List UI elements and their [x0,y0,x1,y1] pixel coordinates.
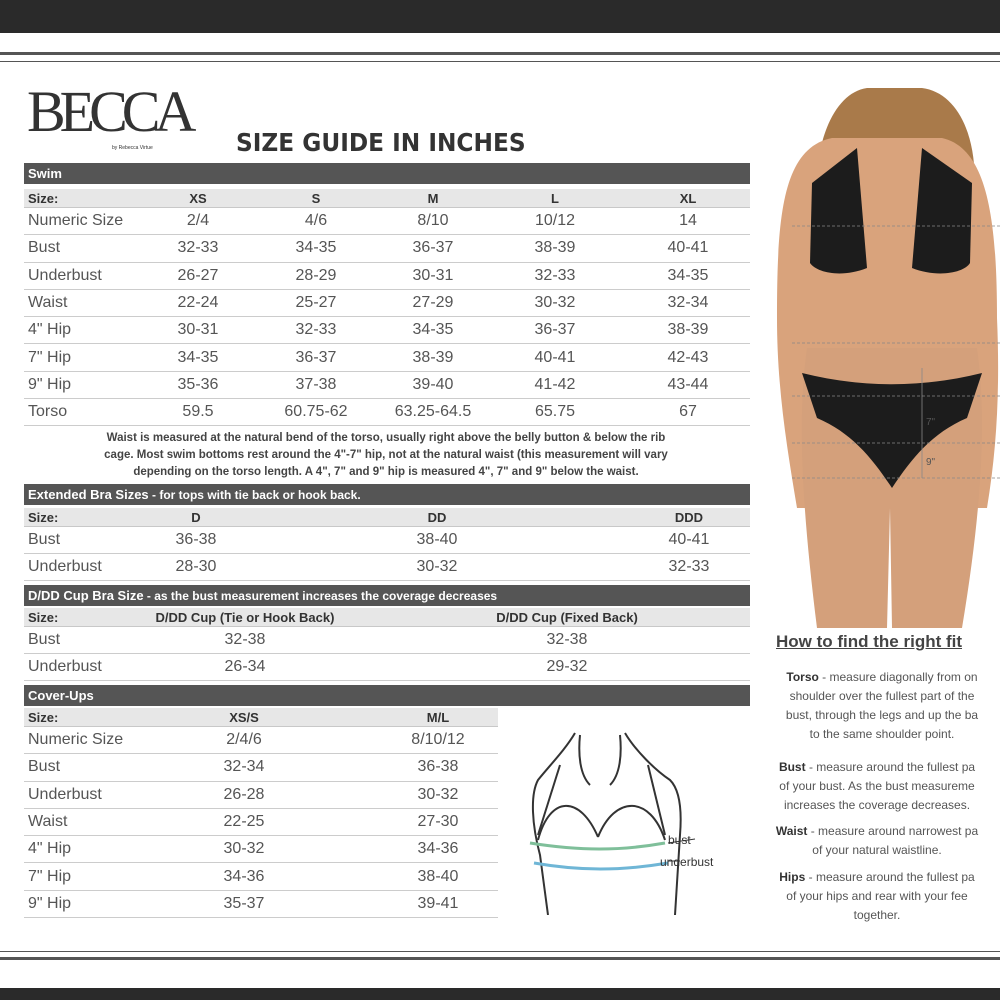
dcup-size-header: D/DD Cup (Fixed Back) [496,609,638,625]
swim-section-heading [24,163,750,184]
swim-table-row [24,235,750,262]
fit-tip-line: of your bust. As the bust measureme [779,779,975,793]
swim-cell: 30-31 [412,266,454,284]
coverups-cell: 8/10/12 [411,731,465,749]
page-title: SIZE GUIDE IN INCHES [236,128,526,157]
swim-cell: 28-29 [295,266,337,284]
swim-table-row [24,263,750,290]
dcup-size-row [24,608,750,627]
coverups-table-row [24,754,498,781]
swim-cell: 25-27 [295,294,337,312]
fit-heading: How to find the right fit [776,632,963,651]
fit-term: Waist [775,824,808,838]
coverups-table-row [24,864,498,891]
bust-line [530,843,665,849]
swim-cell: 27-29 [412,294,454,312]
swim-cell: 36-37 [534,321,576,339]
coverups-table-row [24,891,498,918]
coverups-cell: 39-41 [417,894,459,912]
extended-cell: 30-32 [416,558,458,575]
extended-table-row [24,554,750,581]
fit-tip-line: of your natural waistline. [812,843,942,857]
swim-cell: 34-35 [295,239,337,257]
swim-cell: 38-39 [534,239,576,257]
fit-tip-line [752,758,1000,777]
extended-table-row [24,527,750,554]
coverups-cell: 38-40 [417,867,459,885]
swim-cell: 40-41 [667,239,709,257]
swim-table-row [24,208,750,235]
swim-cell: 32-34 [667,294,709,312]
swim-row-label: Torso [28,403,68,421]
brand-logo: BECCA [27,79,191,144]
swim-cell: 43-44 [667,375,709,393]
coverups-cell: 22-25 [223,813,265,831]
swim-row-label: 7" Hip [28,348,72,366]
frame-line-bottom [0,957,1000,960]
fit-tip-text: - measure diagonally from on [818,670,978,684]
extended-cell: 38-40 [416,531,458,548]
swim-cell: 8/10 [417,212,449,230]
swim-cell: 34-35 [177,348,219,366]
swim-cell: 41-42 [534,375,576,393]
dcup-heading-text: D/DD Cup Bra Size [28,588,144,603]
dcup-cell: 29-32 [546,658,588,675]
underbust-diagram-label: underbust [660,855,714,869]
coverups-row-label: Bust [28,758,61,776]
fit-tip-text: - measure around narrowest pa [807,824,979,838]
swim-cell: 60.75-62 [284,403,348,421]
coverups-size-header: M/L [426,709,450,725]
frame-line-top [0,52,1000,55]
swim-cell: 37-38 [295,375,337,393]
extended-size-header: DDD [674,509,704,525]
swim-cell: 42-43 [667,348,709,366]
coverups-table-row [24,727,498,754]
swim-size-header: XS [189,190,207,206]
swim-cell: 67 [679,403,697,421]
swim-size-header: M [427,190,439,206]
fit-term: Hips [779,870,806,884]
coverups-row-label: Underbust [28,785,102,803]
dcup-size-header: D/DD Cup (Tie or Hook Back) [155,609,335,625]
model-photo [772,88,1000,628]
fit-tip-line: bust, through the legs and up the ba [785,708,979,722]
extended-size-label: Size: [28,509,59,525]
swim-cell: 35-36 [177,375,219,393]
photo-mark-7: 7" [926,417,936,428]
coverups-row-label: Waist [28,813,68,831]
coverups-row-label: 4" Hip [28,840,72,858]
swim-heading-text: Swim [28,166,62,181]
underbust-line [534,863,668,869]
brand-logo-subtitle: by Rebecca Virtue [112,145,153,151]
dcup-table-row [24,654,750,681]
swim-size-label: Size: [28,190,59,206]
coverups-size-header: XS/S [229,709,259,725]
dcup-row-label: Underbust [28,658,102,675]
swim-cell: 32-33 [534,266,576,284]
coverups-cell: 26-28 [223,785,265,803]
swim-size-header: S [311,190,321,206]
swim-cell: 32-33 [295,321,337,339]
coverups-table-row [24,782,498,809]
extended-section-heading [24,484,750,505]
fit-tip-line: shoulder over the fullest part of the [789,689,975,703]
swim-size-row [24,189,750,208]
swim-cell: 36-37 [295,348,337,366]
swim-table-row [24,290,750,317]
swim-table-row [24,399,750,426]
fit-tip-line [757,668,1000,687]
coverups-row-label: Numeric Size [28,731,124,749]
swim-cell: 36-37 [412,239,454,257]
extended-row-label: Bust [28,531,61,548]
dcup-cell: 26-34 [224,658,266,675]
coverups-cell: 30-32 [223,840,265,858]
dcup-size-label: Size: [28,609,59,625]
swim-cell: 38-39 [412,348,454,366]
swim-cell: 38-39 [667,321,709,339]
extended-heading-sub: - for tops with tie back or hook back. [148,488,361,502]
swim-cell: 59.5 [182,403,214,421]
swim-row-label: Bust [28,239,61,257]
extended-cell: 36-38 [175,531,217,548]
coverups-cell: 35-37 [223,894,265,912]
dcup-row-label: Bust [28,631,61,648]
swim-row-label: Waist [28,294,68,312]
coverups-heading-text: Cover-Ups [28,688,94,703]
swim-cell: 65.75 [534,403,576,421]
coverups-row-label: 9" Hip [28,894,72,912]
coverups-size-label: Size: [28,709,59,725]
swim-cell: 22-24 [177,294,219,312]
swim-note-line: cage. Most swim bottoms rest around the 4"-7" hip, not at the natural waist (this measurement will vary [104,449,668,461]
top-bar [0,0,1000,33]
swim-table-row [24,345,750,372]
extended-size-header: DD [427,509,447,525]
fit-tip-hips [752,868,1000,925]
dcup-section-heading [24,585,750,606]
extended-row-label: Underbust [28,558,102,575]
swim-cell: 39-40 [412,375,454,393]
fit-tip-line: to the same shoulder point. [809,727,955,741]
coverups-cell: 32-34 [223,758,265,776]
swim-cell: 30-32 [534,294,576,312]
swim-row-label: Underbust [28,266,102,284]
swim-cell: 34-35 [667,266,709,284]
swim-note [24,430,748,481]
frame-line-bottom-inner [0,951,1000,952]
fit-tip-waist [752,822,1000,860]
coverups-cell: 34-36 [417,840,459,858]
coverups-cell: 2/4/6 [226,731,262,749]
swim-row-label: 4" Hip [28,321,72,339]
frame-line-top-inner [0,61,1000,62]
bottom-bar [0,988,1000,1000]
swim-note-line: depending on the torso length. A 4", 7" and 9" hip is measured 4", 7" and 9" below the waist. [133,466,639,478]
swim-cell: 2/4 [186,212,210,230]
swim-cell: 14 [679,212,697,230]
swim-table-row [24,372,750,399]
coverups-cell: 34-36 [223,867,265,885]
fit-tip-line: increases the coverage decreases. [783,798,971,812]
swim-cell: 63.25-64.5 [394,403,472,421]
coverups-table-row [24,836,498,863]
coverups-size-row [24,708,498,727]
dcup-cell: 32-38 [224,631,266,648]
swim-cell: 32-33 [177,239,219,257]
dcup-cell: 32-38 [546,631,588,648]
coverups-row-label: 7" Hip [28,867,72,885]
coverups-cell: 27-30 [417,813,459,831]
extended-cell: 28-30 [175,558,217,575]
extended-heading-text: Extended Bra Sizes [28,487,149,502]
extended-size-row [24,508,750,527]
swim-cell: 34-35 [412,321,454,339]
bust-diagram-label: bust [668,833,691,847]
fit-tip-text: - measure around the fullest pa [805,870,975,884]
fit-tip-line: of your hips and rear with your fee [786,889,968,903]
coverups-section-heading [24,685,750,706]
swim-table-row [24,317,750,344]
fit-tip-line [752,822,1000,841]
extended-size-header: D [191,509,201,525]
extended-cell: 40-41 [668,531,710,548]
swim-cell: 4/6 [304,212,328,230]
coverups-cell: 30-32 [417,785,459,803]
fit-tip-bust [752,758,1000,815]
fit-tip-line [752,868,1000,887]
swim-cell: 40-41 [534,348,576,366]
fit-tip-torso [757,668,1000,744]
dcup-table-row [24,627,750,654]
fit-tip-text: - measure around the fullest pa [805,760,976,774]
swim-size-header: L [551,190,559,206]
coverups-table-row [24,809,498,836]
fit-tip-line: together. [853,908,901,922]
fit-term: Bust [778,760,806,774]
swim-cell: 26-27 [177,266,219,284]
swim-cell: 30-31 [177,321,219,339]
swim-row-label: 9" Hip [28,375,72,393]
swim-cell: 10/12 [534,212,576,230]
swim-note-line: Waist is measured at the natural bend of the torso, usually right above the belly button & below the rib [106,432,666,444]
fit-term: Torso [786,670,819,684]
bra-diagram [520,725,740,915]
swim-size-header: XL [679,190,697,206]
coverups-cell: 36-38 [417,758,459,776]
dcup-heading-sub: - as the bust measurement increases the coverage decreases [143,589,498,603]
photo-mark-9: 9" [926,457,936,468]
swim-row-label: Numeric Size [28,212,124,230]
extended-cell: 32-33 [668,558,710,575]
